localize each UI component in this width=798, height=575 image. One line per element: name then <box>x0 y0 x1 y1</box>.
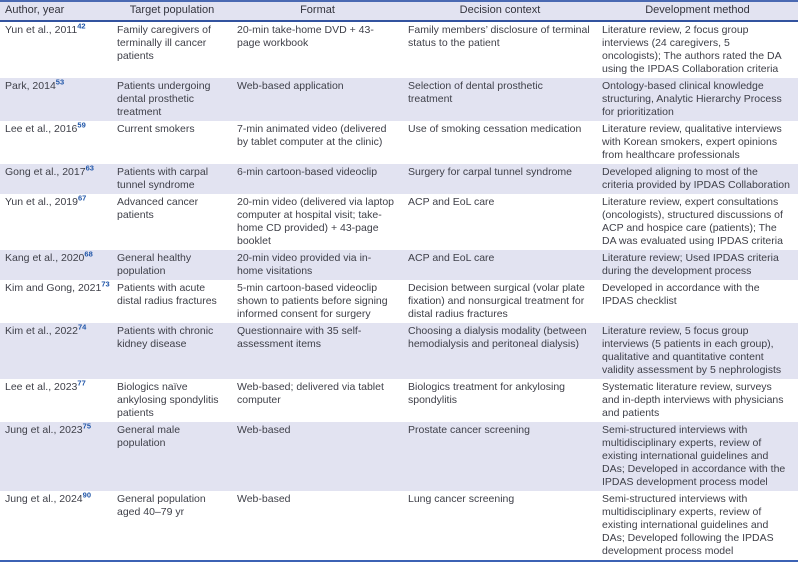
table-row <box>0 21 798 78</box>
table-row <box>0 422 798 491</box>
development-method-cell: Ontology-based clinical knowledge structuring, Analytic Hierarchy Process for prioritization <box>602 80 782 118</box>
format-cell: 20-min take-home DVD + 43-page workbook <box>237 24 374 49</box>
decision-context-cell: Selection of dental prosthetic treatment <box>408 80 543 105</box>
author-year-cell <box>0 21 112 78</box>
table-body <box>0 21 798 561</box>
target-population-cell: General population aged 40–79 yr <box>117 493 206 518</box>
table-header <box>0 1 798 21</box>
format-cell: 7-min animated video (delivered by tablet computer at the clinic) <box>237 123 387 148</box>
author-year-cell <box>0 422 112 491</box>
author-year-text: Park, 2014 <box>5 80 56 92</box>
table-row <box>0 250 798 280</box>
author-year-cell <box>0 194 112 250</box>
decision-context-cell: Family members’ disclosure of terminal status to the patient <box>408 24 590 49</box>
development-method-cell: Developed in accordance with the IPDAS checklist <box>602 282 760 307</box>
decision-context-cell: Choosing a dialysis modality (between hemodialysis and peritoneal dialysis) <box>408 325 587 350</box>
target-population-cell: Patients undergoing dental prosthetic treatment <box>117 80 211 118</box>
development-method-cell: Semi-structured interviews with multidisciplinary experts, review of existing international guidelines and DAs; Developed in accordance with the IPDAS development process model <box>602 424 786 488</box>
target-population-cell: Biologics naïve ankylosing spondylitis patients <box>117 381 219 419</box>
column-header-decision-context: Decision context <box>403 1 597 21</box>
format-cell: Questionnaire with 35 self-assessment items <box>237 325 362 350</box>
decision-context-cell: Biologics treatment for ankylosing spondylitis <box>408 381 565 406</box>
author-year-cell <box>0 280 112 323</box>
development-method-cell: Literature review, 5 focus group interviews (5 patients in each group), qualitative and quantitative content validity assessment by 5 nephrologists <box>602 325 782 376</box>
column-header-development-method: Development method <box>597 1 798 21</box>
target-population-cell: Patients with carpal tunnel syndrome <box>117 166 209 191</box>
table-row <box>0 164 798 194</box>
author-year-cell <box>0 379 112 422</box>
column-header-target-population: Target population <box>112 1 232 21</box>
author-year-text: Kim et al., 2022 <box>5 325 78 337</box>
table-row <box>0 379 798 422</box>
table-row <box>0 280 798 323</box>
author-year-text: Yun et al., 2011 <box>5 24 78 36</box>
format-cell: Web-based; delivered via tablet computer <box>237 381 384 406</box>
decision-context-cell: Decision between surgical (volar plate fixation) and nonsurgical treatment for distal radius fractures <box>408 282 585 320</box>
reference-superscript-link[interactable]: 67 <box>77 193 87 203</box>
format-cell: Web-based <box>237 424 291 436</box>
author-year-text: Kim and Gong, 2021 <box>5 282 102 294</box>
author-year-text: Yun et al., 2019 <box>5 196 78 208</box>
format-cell: 6-min cartoon-based videoclip <box>237 166 378 178</box>
author-year-text: Jung et al., 2023 <box>5 424 83 436</box>
decision-context-cell: Lung cancer screening <box>408 493 515 505</box>
target-population-cell: General male population <box>117 424 181 449</box>
header-row <box>0 1 798 21</box>
target-population-cell: General healthy population <box>117 252 192 277</box>
target-population-cell: Patients with chronic kidney disease <box>117 325 214 350</box>
format-cell: Web-based <box>237 493 291 505</box>
author-year-text: Kang et al., 2020 <box>5 252 85 264</box>
table-row <box>0 491 798 561</box>
decision-context-cell: Prostate cancer screening <box>408 424 530 436</box>
author-year-cell <box>0 121 112 164</box>
reference-superscript-link[interactable]: 74 <box>77 322 87 332</box>
author-year-cell <box>0 78 112 121</box>
development-method-cell: Literature review, expert consultations (oncologists), structured discussions of ACP and hospice care (patients); The DA was evaluated using IPDAS criteria <box>602 196 783 247</box>
target-population-cell: Current smokers <box>117 123 195 135</box>
table-row <box>0 121 798 164</box>
author-year-cell <box>0 491 112 561</box>
development-method-cell: Developed aligning to most of the criteria provided by IPDAS Collaboration <box>602 166 790 191</box>
reference-superscript-link[interactable]: 75 <box>82 421 91 431</box>
reference-superscript-link[interactable]: 73 <box>101 279 110 289</box>
target-population-cell: Family caregivers of terminally ill cancer patients <box>117 24 211 62</box>
format-cell: 20-min video provided via in-home visitations <box>237 252 372 277</box>
author-year-text: Jung et al., 2024 <box>5 493 83 505</box>
format-cell: 20-min video (delivered via laptop computer at hospital visit; take-home CD provided) + 43-page booklet <box>237 196 395 247</box>
author-year-text: Lee et al., 2023 <box>5 381 78 393</box>
column-header-author-year: Author, year <box>0 1 112 21</box>
target-population-cell: Advanced cancer patients <box>117 196 199 221</box>
reference-superscript-link[interactable]: 63 <box>85 163 94 173</box>
author-year-cell <box>0 323 112 379</box>
decision-context-cell: Use of smoking cessation medication <box>408 123 582 135</box>
development-method-cell: Semi-structured interviews with multidisciplinary experts, review of existing international guidelines and DAs; Developed following the IPDAS development process model <box>602 493 774 557</box>
reference-superscript-link[interactable]: 42 <box>77 21 86 31</box>
format-cell: Web-based application <box>237 80 344 92</box>
author-year-cell <box>0 250 112 280</box>
target-population-cell: Patients with acute distal radius fractures <box>117 282 217 307</box>
column-header-format: Format <box>232 1 403 21</box>
development-method-cell: Literature review, qualitative interviews with Korean smokers, expert opinions from healthcare professionals <box>602 123 782 161</box>
reference-superscript-link[interactable]: 68 <box>84 249 93 259</box>
development-method-cell: Literature review; Used IPDAS criteria during the development process <box>602 252 779 277</box>
format-cell: 5-min cartoon-based videoclip shown to patients before signing informed consent for surgery <box>237 282 388 320</box>
decision-context-cell: ACP and EoL care <box>408 196 495 208</box>
development-method-cell: Systematic literature review, surveys and in-depth interviews with physicians and patients <box>602 381 784 419</box>
decision-context-cell: ACP and EoL care <box>408 252 495 264</box>
author-year-cell <box>0 164 112 194</box>
table-row <box>0 194 798 250</box>
author-year-text: Gong et al., 2017 <box>5 166 86 178</box>
reference-superscript-link[interactable]: 59 <box>77 120 86 130</box>
development-method-cell: Literature review, 2 focus group interviews (24 caregivers, 5 oncologists); The authors rated the DA using the IPDAS Collaboration criteria <box>602 24 781 75</box>
reference-superscript-link[interactable]: 53 <box>55 77 65 87</box>
author-year-text: Lee et al., 2016 <box>5 123 78 135</box>
reference-superscript-link[interactable]: 77 <box>77 378 86 388</box>
reference-superscript-link[interactable]: 90 <box>82 490 91 500</box>
decision-context-cell: Surgery for carpal tunnel syndrome <box>408 166 572 178</box>
table-row <box>0 323 798 379</box>
table-row <box>0 78 798 121</box>
